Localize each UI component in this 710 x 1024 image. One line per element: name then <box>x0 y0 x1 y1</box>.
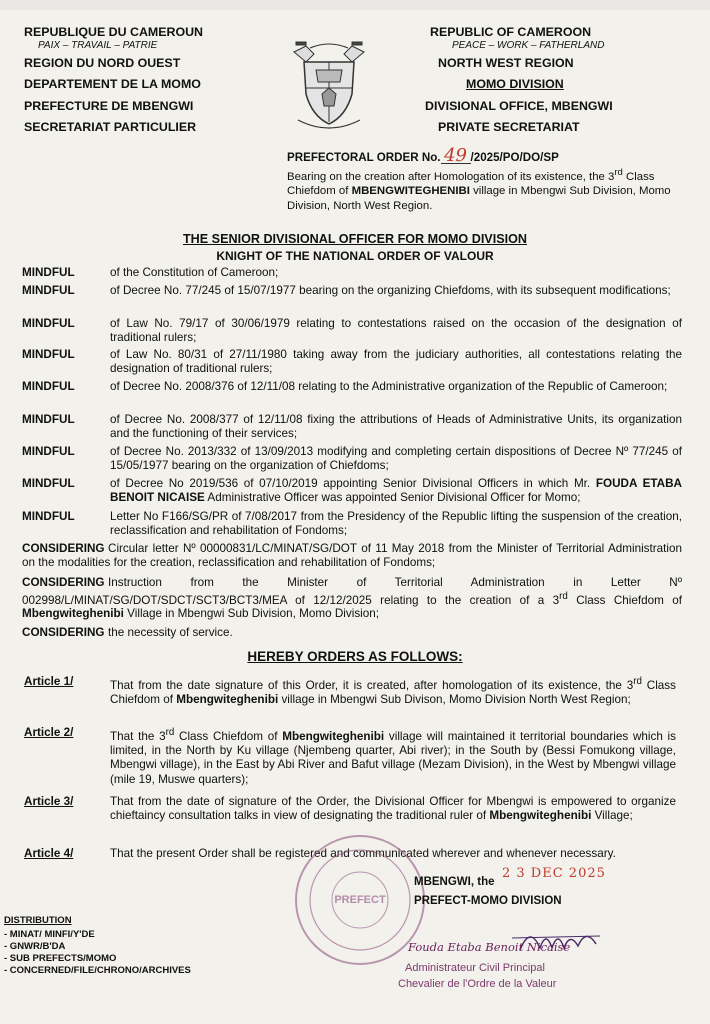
clause-text-part: Instruction from the Minister of Territorial Administration in Letter Nº 002998/L/MINAT/SG/DOT/SDCT/SCT3/BCT3/MEA of 12/12/2025 relating to the creation of a 3 <box>22 576 682 607</box>
clause-key: MINDFUL <box>22 266 75 279</box>
subject-superscript: rd <box>614 167 623 178</box>
article <box>24 726 676 787</box>
clause-text: of Decree No. 2013/332 of 13/09/2013 modifying and completing certain dispositions of Decree Nº 77/245 of 15/05/1977 bearing on the organization of Chiefdoms; <box>110 445 682 472</box>
village-name: Mbengwiteghenibi <box>22 607 124 621</box>
order-suffix: /2025/PO/DO/SP <box>470 151 559 164</box>
signatory-honor: Chevalier de l'Ordre de la Valeur <box>398 978 557 990</box>
clause-superscript: rd <box>559 590 568 602</box>
clause <box>22 348 682 376</box>
header-en-republic: REPUBLIC OF CAMEROON <box>430 25 592 39</box>
clause-key: MINDFUL <box>22 348 75 361</box>
clause-key: CONSIDERING <box>22 576 105 589</box>
header-fr-department: DEPARTEMENT DE LA MOMO <box>24 77 201 91</box>
stamp-label: PREFECT <box>334 894 386 906</box>
clause-text <box>22 576 682 621</box>
clause-key: MINDFUL <box>22 317 75 330</box>
clause <box>22 284 682 298</box>
clause <box>22 413 682 441</box>
coat-of-arms-emblem <box>276 32 382 138</box>
clause <box>22 542 682 570</box>
village-name: Mbengwiteghenibi <box>282 729 385 743</box>
clause-text: of Law No. 80/31 of 27/11/1980 taking away from the judiciary authorities, all contestations relating the designation of traditional rulers; <box>110 348 682 375</box>
clause-text: Circular letter Nº 00000831/LC/MINAT/SG/DOT of 11 May 2018 from the Minister of Territorial Administration on the modalities for the creation, reclassification and rehabilitation of Fondoms; <box>22 542 682 569</box>
clause-key: MINDFUL <box>22 445 75 458</box>
header-fr-motto: PAIX – TRAVAIL – PATRIE <box>38 40 158 51</box>
clause-text: Letter No F166/SG/PR of 7/08/2017 from the Presidency of the Republic lifting the suspension of the creation, reclassification and rehabilitation of Fondoms; <box>110 510 682 537</box>
article-text-part: village will maintained it territorial boundaries which is limited, in the North by Ku village (Njembeng quarter, Abi river); in the South by (Bessi Fomukong village, Mbengwi village), in the East by Abi River and Bafut village (Mezam Division), in the West by Mbengwi village (mile 19, Muswe quarters); <box>110 729 676 786</box>
signature-place: MBENGWI, the <box>414 876 495 888</box>
article <box>24 675 676 707</box>
article-key: Article 4/ <box>24 847 74 860</box>
clause <box>22 510 682 538</box>
article-text-part: Class Chiefdom of <box>110 678 676 707</box>
authority-title: THE SENIOR DIVISIONAL OFFICER FOR MOMO DIVISION <box>182 232 528 246</box>
article-text-part: That from the date of signature of the Order, the Divisional Officer for Mbengwi is empowered to organize chieftaincy consultation talks in view of designating the traditional ruler of <box>110 795 676 823</box>
clause <box>22 576 682 621</box>
clause-key: MINDFUL <box>22 413 75 426</box>
clause-text: of Law No. 79/17 of 30/06/1979 relating to contestations raised on the occasion of the designation of traditional rulers; <box>110 317 682 344</box>
header-en-division: MOMO DIVISION <box>466 77 564 91</box>
clause-text: of Decree No. 2008/376 of 12/11/08 relating to the Administrative organization of the Republic of Cameroon; <box>110 380 668 393</box>
distribution-heading: DISTRIBUTION <box>4 915 72 926</box>
article-text-part: village in Mbengwi Sub Divison, Momo Division North West Region; <box>278 693 631 707</box>
article-key: Article 3/ <box>24 795 74 808</box>
clause-text-part: Village in Mbengwi Sub Division, Momo Division; <box>123 607 380 621</box>
distribution-item: - CONCERNED/FILE/CHRONO/ARCHIVES <box>4 965 191 976</box>
signatory-title: Administrateur Civil Principal <box>405 962 545 974</box>
clause-text: of Decree No. 2008/377 of 12/11/08 fixing the attributions of Heads of Administrative Units, its organization and the functioning of their services; <box>110 413 682 440</box>
header-fr-republic: REPUBLIQUE DU CAMEROUN <box>24 25 203 39</box>
clause <box>22 266 682 280</box>
article-text <box>110 675 676 707</box>
top-shadow <box>0 0 710 10</box>
officer-name: FOUDA ETABA BENOIT NICAISE <box>110 477 683 504</box>
header-en-motto: PEACE – WORK – FATHERLAND <box>452 40 605 51</box>
article-superscript: rd <box>165 727 175 738</box>
clause-text: of the Constitution of Cameroon; <box>110 266 279 279</box>
clause-text: of Decree No. 77/245 of 15/07/1977 bearing on the organizing Chiefdoms, with its subsequent modifications; <box>110 284 671 297</box>
subject-part: Bearing on the creation after Homologation of its existence, the 3 <box>287 170 615 183</box>
article-text-part: Class Chiefdom of <box>174 729 283 743</box>
article-text: That the present Order shall be registered and communicated wherever and whenever necessary. <box>110 847 616 860</box>
signature-office: PREFECT-MOMO DIVISION <box>414 895 562 907</box>
clause-key: MINDFUL <box>22 510 75 523</box>
header-en-secretariat: PRIVATE SECRETARIAT <box>438 120 580 134</box>
distribution-item: - MINAT/ MINFI/Y'DE <box>4 929 95 940</box>
distribution-item: - SUB PREFECTS/MOMO <box>4 953 117 964</box>
distribution-list <box>4 929 191 977</box>
header-fr-secretariat: SECRETARIAT PARTICULIER <box>24 120 197 134</box>
authority-honor: KNIGHT OF THE NATIONAL ORDER OF VALOUR <box>216 249 494 263</box>
clause-text <box>110 477 682 505</box>
article-superscript: rd <box>633 676 642 687</box>
article-key: Article 1/ <box>24 675 74 688</box>
clause-text: the necessity of service. <box>108 626 233 639</box>
order-prefix: PREFECTORAL ORDER No. <box>287 151 441 164</box>
prefectoral-order-number <box>287 145 559 166</box>
header-fr-region: REGION DU NORD OUEST <box>24 56 181 70</box>
clause <box>22 317 682 345</box>
clause-key: CONSIDERING <box>22 626 105 639</box>
clause <box>22 380 682 394</box>
village-name: Mbengwiteghenibi <box>489 809 592 823</box>
clause <box>22 477 682 505</box>
village-name: Mbengwiteghenibi <box>176 693 279 707</box>
article <box>24 795 676 823</box>
clause-text-part: Administrative Officer was appointed Senior Divisional Officer for Momo; <box>204 490 581 504</box>
clause-key: CONSIDERING <box>22 542 105 555</box>
clause-key: MINDFUL <box>22 477 75 490</box>
header-en-divisional-office: DIVISIONAL OFFICE, MBENGWI <box>425 99 613 113</box>
article-text <box>110 726 676 787</box>
clause-key: MINDFUL <box>22 380 75 393</box>
distribution-item: - GNWR/B'DA <box>4 941 66 952</box>
subject-part: village in Mbengwi Sub Division, Momo Division, North West Region. <box>287 185 671 212</box>
header-en-region: NORTH WEST REGION <box>438 56 574 70</box>
clause-text-part: Class Chiefdom of <box>567 593 683 607</box>
subject-part: Class Chiefdom of <box>287 170 655 198</box>
subject-village-name: MBENGWITEGHENIBI <box>351 185 470 198</box>
handwritten-date: 2 3 DEC 2025 <box>502 866 606 881</box>
article-text-part: That from the date signature of this Order, it is created, after homologation of its existence, the 3 <box>110 678 634 692</box>
article-text <box>110 795 676 823</box>
handwritten-order-number: 49 <box>441 149 471 164</box>
order-subject <box>287 166 691 213</box>
signatory-name: Fouda Etaba Benoit Nicaise <box>408 940 571 954</box>
article-text-part: That the 3 <box>110 729 166 743</box>
clause <box>22 626 682 640</box>
clause-key: MINDFUL <box>22 284 75 297</box>
header-fr-prefecture: PREFECTURE DE MBENGWI <box>24 99 194 113</box>
article-text-part: Village; <box>591 809 633 823</box>
clause <box>22 445 682 473</box>
orders-heading: HEREBY ORDERS AS FOLLOWS: <box>247 649 463 664</box>
article-key: Article 2/ <box>24 726 74 739</box>
clause-text-part: of Decree No 2019/536 of 07/10/2019 appointing Senior Divisional Officers in which Mr. <box>110 477 596 490</box>
